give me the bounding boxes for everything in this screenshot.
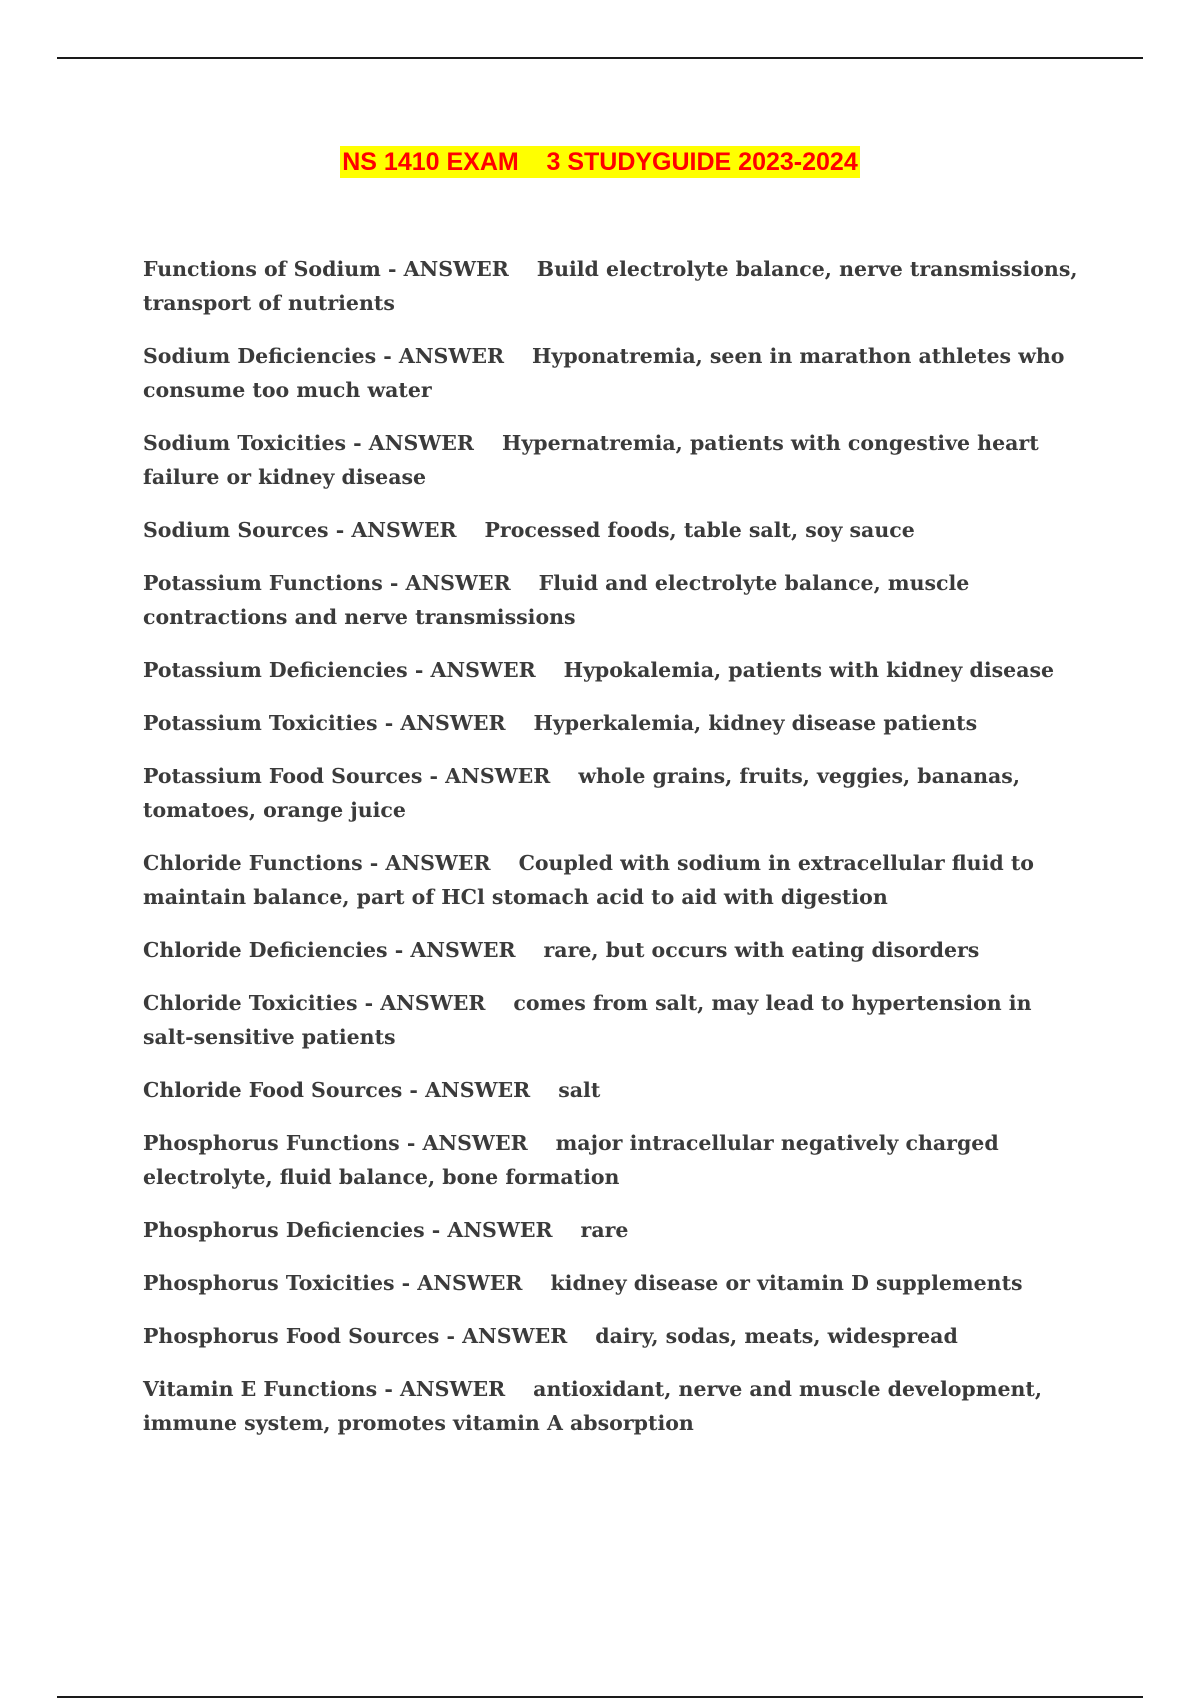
entry-term: Sodium Sources - ANSWER (143, 518, 457, 542)
entry-term: Sodium Toxicities - ANSWER (143, 431, 474, 455)
qa-entry (143, 1266, 1083, 1300)
entry-answer: Coupled with sodium in extracellular fluid to maintain balance, part of HCl stomach acid to aid with digestion (143, 851, 1034, 909)
entry-term: Potassium Functions - ANSWER (143, 571, 511, 595)
entry-answer: Hyponatremia, seen in marathon athletes who consume too much water (143, 344, 1065, 402)
entry-term: Phosphorus Functions - ANSWER (143, 1131, 528, 1155)
entry-answer: major intracellular negatively charged electrolyte, fluid balance, bone formation (143, 1131, 999, 1189)
qa-entry (143, 1372, 1083, 1440)
entry-answer: dairy, sodas, meats, widespread (595, 1324, 958, 1348)
entry-term: Sodium Deficiencies - ANSWER (143, 344, 505, 368)
qa-entry (143, 986, 1083, 1054)
qa-entry (143, 1073, 1083, 1107)
entry-answer: antioxidant, nerve and muscle development, immune system, promotes vitamin A absorption (143, 1377, 1043, 1435)
qa-entry (143, 846, 1083, 914)
bottom-rule (57, 1696, 1143, 1698)
qa-entry (143, 653, 1083, 687)
entry-term: Chloride Toxicities - ANSWER (143, 991, 486, 1015)
title-container (0, 146, 1200, 178)
entry-answer: Hyperkalemia, kidney disease patients (533, 711, 978, 735)
entry-answer: Processed foods, table salt, soy sauce (484, 518, 915, 542)
entry-answer: comes from salt, may lead to hypertension in salt-sensitive patients (143, 991, 1032, 1049)
qa-entry (143, 933, 1083, 967)
qa-entry (143, 339, 1083, 407)
entry-term: Phosphorus Food Sources - ANSWER (143, 1324, 568, 1348)
entry-answer: salt (558, 1078, 601, 1102)
entry-answer: rare (580, 1218, 629, 1242)
qa-list (143, 252, 1083, 1459)
entry-term: Potassium Deficiencies - ANSWER (143, 658, 536, 682)
qa-entry (143, 706, 1083, 740)
qa-entry (143, 513, 1083, 547)
qa-entry (143, 1213, 1083, 1247)
qa-entry (143, 1319, 1083, 1353)
entry-answer: Fluid and electrolyte balance, muscle contractions and nerve transmissions (143, 571, 970, 629)
entry-answer: Hypernatremia, patients with congestive heart failure or kidney disease (143, 431, 1039, 489)
entry-term: Phosphorus Toxicities - ANSWER (143, 1271, 523, 1295)
qa-entry (143, 759, 1083, 827)
document-title: NS 1410 EXAM 3 STUDYGUIDE 2023-2024 (342, 148, 858, 176)
entry-term: Chloride Functions - ANSWER (143, 851, 491, 875)
qa-entry (143, 1126, 1083, 1194)
qa-entry (143, 566, 1083, 634)
entry-answer: rare, but occurs with eating disorders (543, 938, 980, 962)
entry-answer: Build electrolyte balance, nerve transmissions, transport of nutrients (143, 257, 1078, 315)
entry-answer: kidney disease or vitamin D supplements (550, 1271, 1023, 1295)
entry-term: Potassium Food Sources - ANSWER (143, 764, 551, 788)
entry-term: Functions of Sodium - ANSWER (143, 257, 509, 281)
top-rule (57, 57, 1143, 59)
entry-term: Phosphorus Deficiencies - ANSWER (143, 1218, 553, 1242)
entry-answer: whole grains, fruits, veggies, bananas, tomatoes, orange juice (143, 764, 1020, 822)
qa-entry (143, 252, 1083, 320)
qa-entry (143, 426, 1083, 494)
entry-term: Vitamin E Functions - ANSWER (143, 1377, 506, 1401)
entry-term: Potassium Toxicities - ANSWER (143, 711, 506, 735)
entry-answer: Hypokalemia, patients with kidney disease (563, 658, 1055, 682)
entry-term: Chloride Deficiencies - ANSWER (143, 938, 516, 962)
entry-term: Chloride Food Sources - ANSWER (143, 1078, 531, 1102)
